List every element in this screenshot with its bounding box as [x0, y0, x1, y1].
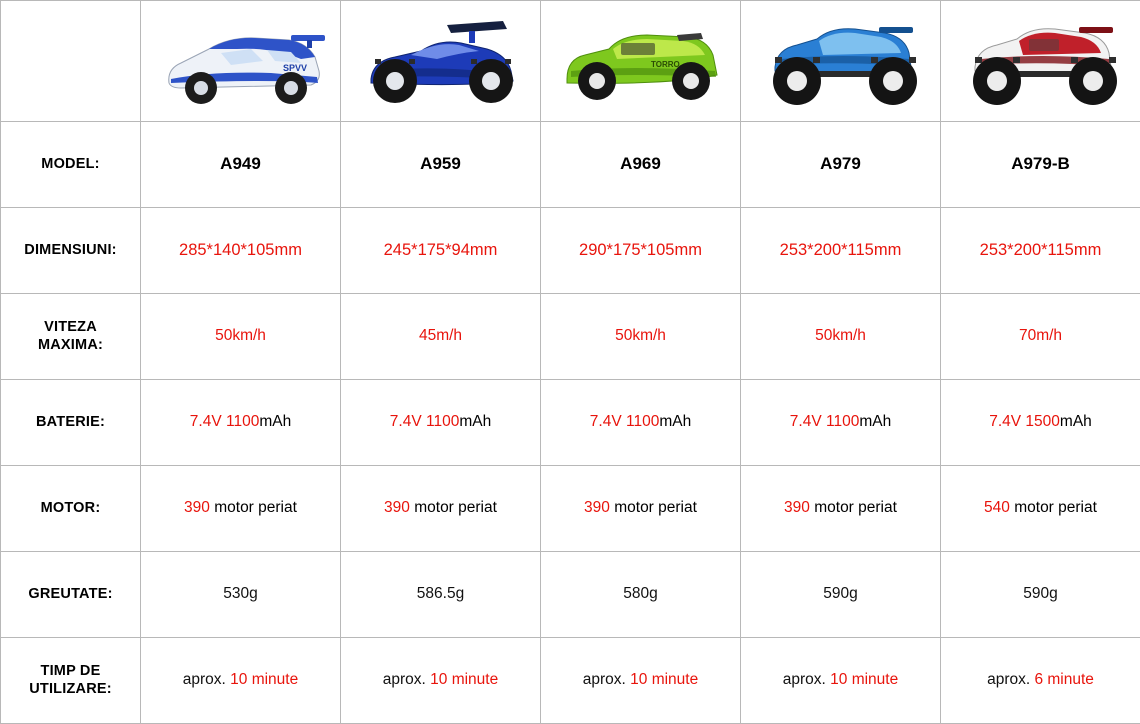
motor-value-a949	[141, 465, 341, 551]
battery-voltage-a979: 7.4V 1100	[789, 413, 860, 431]
table-row-weight	[1, 551, 1140, 637]
rc-car-blue-monster-truck-icon	[741, 5, 940, 117]
runtime-number-a979: 10 minute	[830, 671, 899, 689]
weight-value-a979b: 590g	[941, 551, 1140, 637]
max-speed-value-a969: 50km/h	[541, 293, 741, 379]
weight-value-a949: 530g	[141, 551, 341, 637]
row-label-runtime	[1, 637, 141, 723]
motor-text-a959: motor periat	[409, 499, 497, 517]
model-value-a949: A949	[141, 121, 341, 207]
rc-car-blue-buggy-icon	[341, 5, 540, 117]
row-label-battery: BATERIE:	[1, 379, 141, 465]
rc-car-red-white-monster-truck-icon	[941, 5, 1140, 117]
battery-unit-a979b: mAh	[1059, 413, 1092, 431]
battery-unit-a959: mAh	[459, 413, 492, 431]
runtime-number-a979b: 6 minute	[1034, 671, 1094, 689]
battery-unit-a979: mAh	[859, 413, 892, 431]
motor-number-a959: 390	[384, 499, 410, 517]
product-image-cell-a969	[541, 1, 741, 122]
table-row-max-speed	[1, 293, 1140, 379]
battery-unit-a949: mAh	[259, 413, 292, 431]
rc-car-blue-white-rally-icon	[141, 5, 340, 117]
motor-number-a969: 390	[584, 499, 610, 517]
battery-value-a979b	[941, 379, 1140, 465]
weight-value-a959: 586.5g	[341, 551, 541, 637]
weight-value-a969: 580g	[541, 551, 741, 637]
motor-value-a979b	[941, 465, 1140, 551]
dimensions-value-a979b: 253*200*115mm	[941, 207, 1140, 293]
rc-car-green-short-course-icon	[541, 5, 740, 117]
motor-value-a969	[541, 465, 741, 551]
row-label-max-speed	[1, 293, 141, 379]
dimensions-value-a959: 245*175*94mm	[341, 207, 541, 293]
table-row-battery	[1, 379, 1140, 465]
row-label-dimensions: DIMENSIUNI:	[1, 207, 141, 293]
row-label-max-speed-line2: MAXIMA:	[37, 337, 104, 354]
model-value-a979: A979	[741, 121, 941, 207]
runtime-prefix-a969: aprox.	[582, 671, 631, 689]
max-speed-value-a949: 50km/h	[141, 293, 341, 379]
max-speed-value-a979b: 70m/h	[941, 293, 1140, 379]
max-speed-value-a959: 45m/h	[341, 293, 541, 379]
svg-text:TORRO: TORRO	[650, 59, 680, 69]
row-label-runtime-line1: TIMP DE	[40, 663, 101, 680]
corner-cell	[1, 1, 141, 122]
runtime-number-a949: 10 minute	[230, 671, 299, 689]
motor-text-a979b: motor periat	[1009, 499, 1097, 517]
model-value-a979b: A979-B	[941, 121, 1140, 207]
motor-number-a949: 390	[184, 499, 210, 517]
battery-voltage-a969: 7.4V 1100	[589, 413, 660, 431]
battery-unit-a969: mAh	[659, 413, 692, 431]
product-image-cell-a979	[741, 1, 941, 122]
motor-number-a979: 390	[784, 499, 810, 517]
product-image-cell-a979b	[941, 1, 1140, 122]
runtime-value-a969	[541, 637, 741, 723]
battery-value-a979	[741, 379, 941, 465]
battery-voltage-a979b: 7.4V 1500	[989, 413, 1060, 431]
table-row-motor	[1, 465, 1140, 551]
table-row-dimensions	[1, 207, 1140, 293]
runtime-prefix-a959: aprox.	[382, 671, 431, 689]
battery-value-a969	[541, 379, 741, 465]
svg-text:SPVV: SPVV	[282, 62, 307, 73]
row-label-max-speed-line1: VITEZA	[44, 319, 97, 336]
row-label-weight: GREUTATE:	[1, 551, 141, 637]
dimensions-value-a979: 253*200*115mm	[741, 207, 941, 293]
runtime-value-a959	[341, 637, 541, 723]
motor-number-a979b: 540	[984, 499, 1010, 517]
battery-voltage-a959: 7.4V 1100	[389, 413, 460, 431]
battery-value-a949	[141, 379, 341, 465]
motor-value-a959	[341, 465, 541, 551]
runtime-value-a979b	[941, 637, 1140, 723]
model-value-a969: A969	[541, 121, 741, 207]
runtime-number-a969: 10 minute	[630, 671, 699, 689]
row-label-runtime-line2: UTILIZARE:	[29, 681, 112, 698]
motor-text-a969: motor periat	[609, 499, 697, 517]
motor-value-a979	[741, 465, 941, 551]
motor-text-a979: motor periat	[809, 499, 897, 517]
weight-value-a979: 590g	[741, 551, 941, 637]
motor-text-a949: motor periat	[209, 499, 297, 517]
runtime-number-a959: 10 minute	[430, 671, 499, 689]
runtime-prefix-a979: aprox.	[782, 671, 831, 689]
runtime-value-a949	[141, 637, 341, 723]
runtime-prefix-a979b: aprox.	[987, 671, 1035, 689]
table-row-model	[1, 121, 1140, 207]
row-label-motor: MOTOR:	[1, 465, 141, 551]
table-row-runtime	[1, 637, 1140, 723]
product-image-cell-a949	[141, 1, 341, 122]
product-image-cell-a959	[341, 1, 541, 122]
max-speed-value-a979: 50km/h	[741, 293, 941, 379]
runtime-value-a979	[741, 637, 941, 723]
battery-voltage-a949: 7.4V 1100	[189, 413, 260, 431]
battery-value-a959	[341, 379, 541, 465]
dimensions-value-a949: 285*140*105mm	[141, 207, 341, 293]
dimensions-value-a969: 290*175*105mm	[541, 207, 741, 293]
row-label-model: MODEL:	[1, 121, 141, 207]
table-row-images	[1, 1, 1140, 122]
model-value-a959: A959	[341, 121, 541, 207]
runtime-prefix-a949: aprox.	[182, 671, 231, 689]
